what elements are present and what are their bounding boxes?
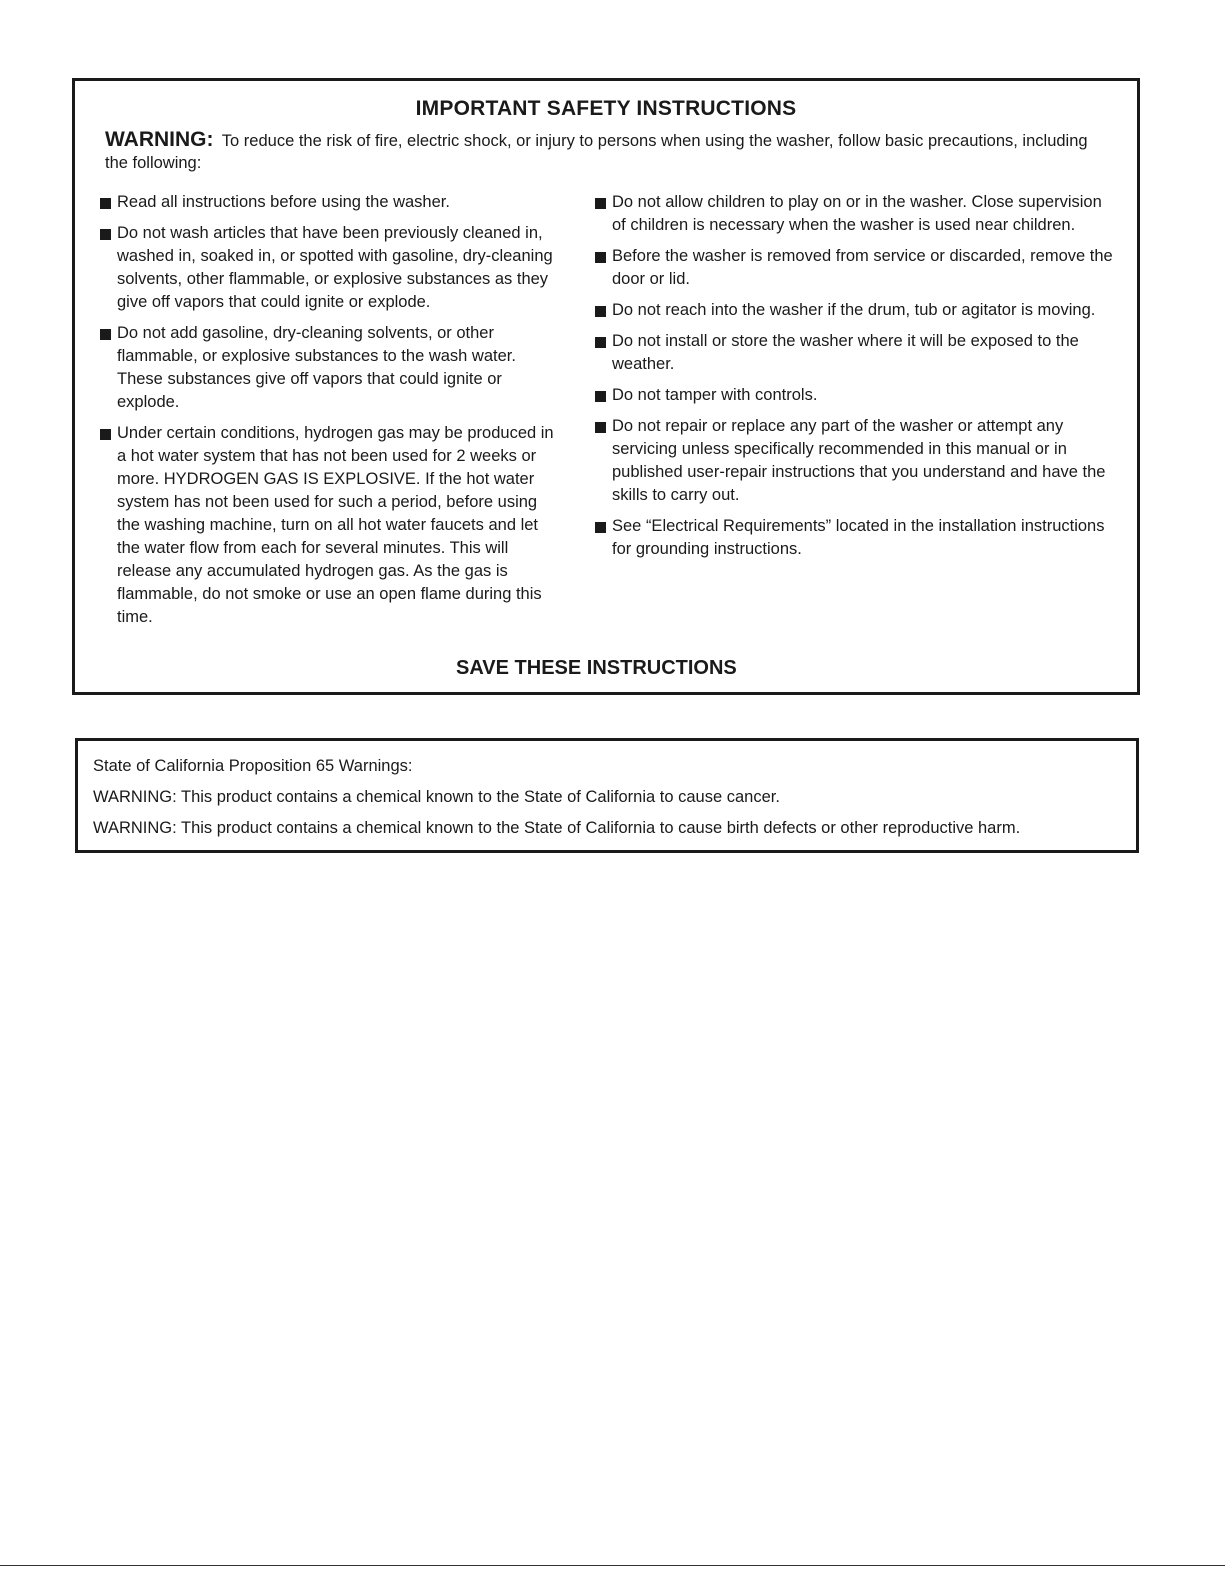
square-bullet-icon <box>595 337 606 348</box>
instruction-item <box>99 322 564 414</box>
warning-label: WARNING: <box>105 128 214 151</box>
square-bullet-icon <box>595 198 606 209</box>
instruction-text: Do not tamper with controls. <box>612 386 818 404</box>
instruction-item <box>99 422 564 629</box>
square-bullet-icon <box>100 329 111 340</box>
prop65-cancer-warning: WARNING: This product contains a chemical known to the State of California to cause cancer. <box>93 788 780 806</box>
instruction-text: Read all instructions before using the washer. <box>117 193 450 211</box>
instruction-item <box>99 222 564 314</box>
instruction-item <box>594 191 1114 237</box>
square-bullet-icon <box>100 229 111 240</box>
square-bullet-icon <box>100 198 111 209</box>
warning-text: To reduce the risk of fire, electric shock, or injury to persons when using the washer, follow basic precautions, including the following: <box>105 132 1088 172</box>
instruction-text: Do not install or store the washer where it will be exposed to the weather. <box>612 332 1079 373</box>
safety-instructions-box <box>72 78 1140 695</box>
right-instructions-column <box>594 191 1114 569</box>
save-instructions-title: SAVE THESE INSTRUCTIONS <box>456 657 737 679</box>
instruction-text: Do not allow children to play on or in the washer. Close supervision of children is necessary when the washer is used near children. <box>612 193 1102 234</box>
instruction-text: Do not wash articles that have been previously cleaned in, washed in, soaked in, or spotted with gasoline, dry-cleaning solvents, other flammable, or explosive substances as they give off vapors that could ignite or explode. <box>117 224 553 311</box>
instruction-item <box>594 245 1114 291</box>
square-bullet-icon <box>595 422 606 433</box>
instruction-item <box>594 330 1114 376</box>
instruction-text: Before the washer is removed from service or discarded, remove the door or lid. <box>612 247 1113 288</box>
instruction-text: Do not repair or replace any part of the washer or attempt any servicing unless specifically recommended in this manual or in published user-repair instructions that you understand and have the skills to carry out. <box>612 417 1106 504</box>
square-bullet-icon <box>595 306 606 317</box>
instruction-item <box>594 515 1114 561</box>
prop65-heading: State of California Proposition 65 Warnings: <box>93 757 413 775</box>
square-bullet-icon <box>595 252 606 263</box>
square-bullet-icon <box>595 391 606 402</box>
instruction-text: Do not reach into the washer if the drum, tub or agitator is moving. <box>612 301 1096 319</box>
instruction-text: Under certain conditions, hydrogen gas may be produced in a hot water system that has not been used for 2 weeks or more. HYDROGEN GAS IS EXPLOSIVE. If the hot water system has not been used for such a period, before using the washing machine, turn on all hot water faucets and let the water flow from each for several minutes. This will release any accumulated hydrogen gas. As the gas is flammable, do not smoke or use an open flame during this time. <box>117 424 554 626</box>
left-instructions-column <box>99 191 564 637</box>
instruction-item <box>594 299 1114 322</box>
safety-title: IMPORTANT SAFETY INSTRUCTIONS <box>415 97 797 120</box>
page-bottom-divider <box>0 1565 1225 1566</box>
instruction-item <box>594 384 1114 407</box>
instruction-text: Do not add gasoline, dry-cleaning solvents, or other flammable, or explosive substances to the wash water. These substances give off vapors that could ignite or explode. <box>117 324 516 411</box>
instruction-item <box>594 415 1114 507</box>
square-bullet-icon <box>100 429 111 440</box>
prop65-warning-box <box>75 738 1139 853</box>
warning-intro <box>105 129 1115 174</box>
instruction-item <box>99 191 564 214</box>
square-bullet-icon <box>595 522 606 533</box>
instruction-text: See “Electrical Requirements” located in the installation instructions for grounding instructions. <box>612 517 1105 558</box>
prop65-reproductive-warning: WARNING: This product contains a chemical known to the State of California to cause birth defects or other reproductive harm. <box>93 819 1021 837</box>
